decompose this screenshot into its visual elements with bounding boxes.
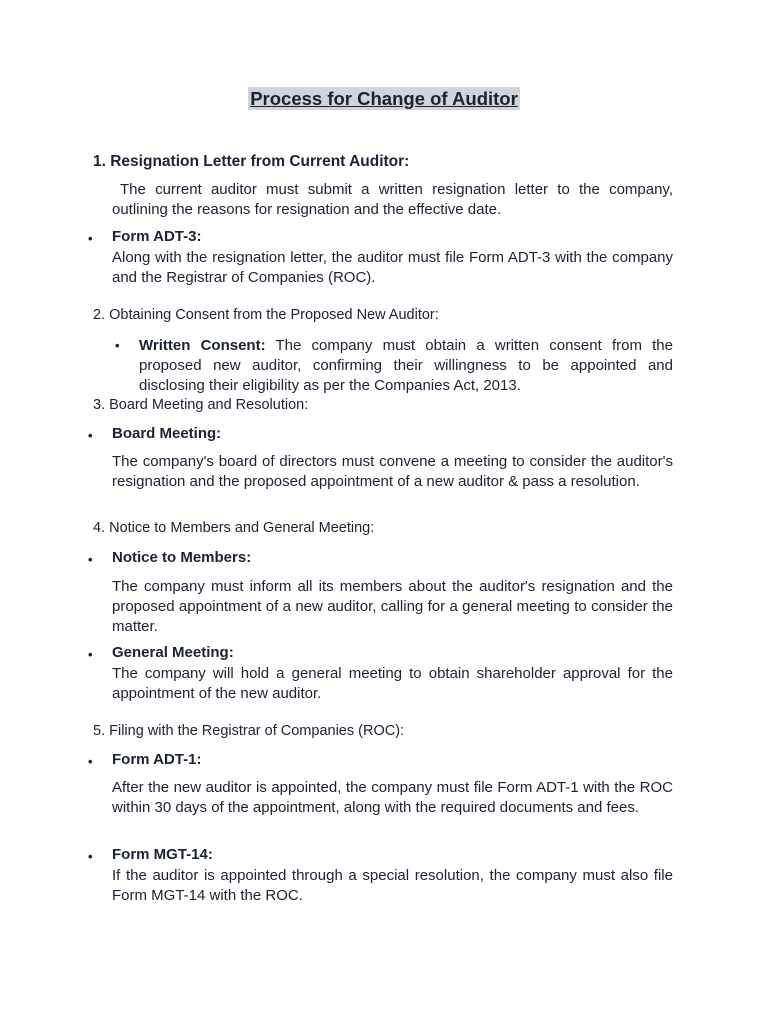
step1-bullet-text: Along with the resignation letter, the auditor must file Form ADT-3 with the company and the Registrar of Companies (ROC).: [112, 249, 673, 286]
page-title-text: Process for Change of Auditor: [250, 88, 518, 109]
step5-bullet1-text: After the new auditor is appointed, the company must file Form ADT-1 with the ROC within 30 days of the appointment, along with the required documents and fees.: [112, 779, 673, 816]
step5-bullet2-label: Form MGT-14:: [112, 846, 213, 863]
step5-bullet1-label: Form ADT-1:: [112, 751, 202, 768]
step1-bullet-label: Form ADT-3:: [112, 228, 202, 245]
bullet-dot: •: [88, 428, 93, 443]
bullet-dot: •: [88, 754, 93, 769]
bullet-dot: •: [88, 647, 93, 662]
step5-bullet2-text: If the auditor is appointed through a special resolution, the company must also file Form MGT-14 with the ROC.: [112, 867, 673, 904]
page-title: [0, 88, 768, 110]
bullet-dot: •: [88, 231, 93, 246]
step1-paragraph: The current auditor must submit a written resignation letter to the company, outlining the reasons for resignation and the effective date.: [112, 181, 673, 218]
bullet-dot: •: [88, 552, 93, 567]
step3-heading: 3. Board Meeting and Resolution:: [93, 397, 309, 413]
step2-bullet-label: Written Consent:: [139, 337, 266, 354]
step2-bullet-text: The company must obtain a written consent from the proposed new auditor, confirming their willingness to be appointed and disclosing their eligibility as per the Companies Act, 2013.: [139, 337, 673, 394]
step4-bullet1-label: Notice to Members:: [112, 549, 252, 566]
step4-heading: 4. Notice to Members and General Meeting:: [93, 520, 375, 536]
step4-bullet2-text: The company will hold a general meeting to obtain shareholder approval for the appointment of the new auditor.: [112, 665, 673, 702]
step4-bullet2-label: General Meeting:: [112, 644, 234, 661]
step2-bullet: [139, 336, 673, 396]
bullet-dot: •: [88, 849, 93, 864]
step3-bullet-label: Board Meeting:: [112, 425, 222, 442]
step4-bullet1-text: The company must inform all its members about the auditor's resignation and the proposed appointment of a new auditor, calling for a general meeting to consider the matter.: [112, 578, 673, 635]
step3-bullet-text: The company's board of directors must convene a meeting to consider the auditor's resignation and the proposed appointment of a new auditor & pass a resolution.: [112, 453, 673, 490]
step5-heading: 5. Filing with the Registrar of Companies (ROC):: [93, 723, 405, 739]
bullet-dot: •: [115, 338, 120, 353]
step1-heading: 1. Resignation Letter from Current Auditor:: [93, 153, 410, 170]
step2-heading: 2. Obtaining Consent from the Proposed New Auditor:: [93, 307, 439, 323]
